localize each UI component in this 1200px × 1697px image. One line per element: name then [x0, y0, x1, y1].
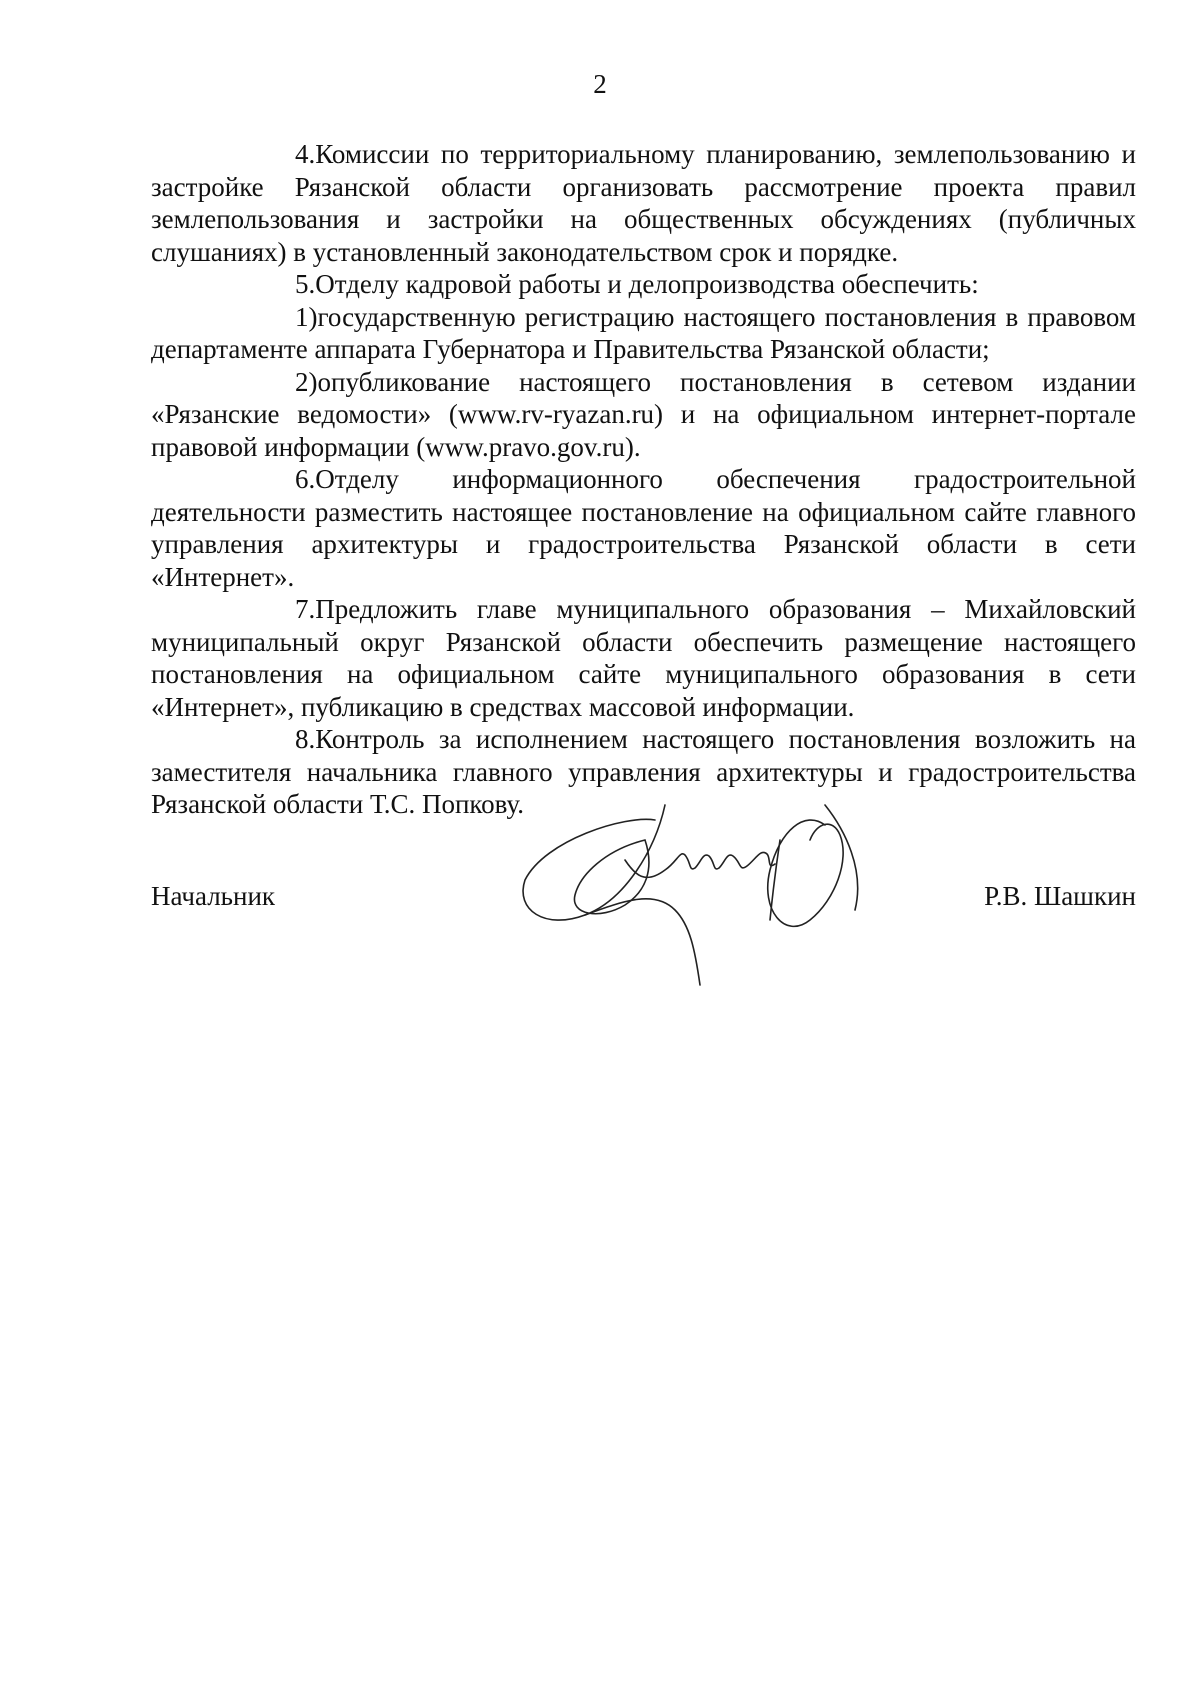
document-body: [151, 138, 1136, 821]
handwritten-signature-icon: [505, 800, 925, 1000]
clause-5-item-2: [151, 366, 1136, 464]
clause-text: Комиссии по территориальному планированию, землепользованию и застройке Рязанской области организовать рассмотрение проекта правил землепользования и застройки на общественных обсуждениях (публичных слушаниях) в установленный законодательством срок и порядке.: [151, 139, 1136, 267]
clause-text: Контроль за исполнением настоящего постановления возложить на заместителя начальника главного управления архитектуры и градостроительства Рязанской области Т.С. Попкову.: [151, 724, 1136, 819]
item-number: 1): [295, 301, 318, 332]
clause-number: 5.: [295, 269, 316, 299]
clause-4: [151, 138, 1136, 268]
clause-5-item-1: [151, 301, 1136, 366]
item-number: 2): [295, 366, 318, 397]
clause-6: [151, 463, 1136, 593]
clause-text: Отделу информационного обеспечения градостроительной деятельности разместить настоящее постановление на официальном сайте главного управления архитектуры и градостроительства Рязанской области в сети «Интернет».: [151, 464, 1136, 592]
item-text: государственную регистрацию настоящего постановления в правовом департаменте аппарата Губернатора и Правительства Рязанской области;: [151, 301, 1136, 364]
clause-7: [151, 593, 1136, 723]
clause-number: 4.: [295, 139, 316, 169]
item-text: опубликование настоящего постановления в сетевом издании «Рязанские ведомости» (www.rv-ryazan.ru) и на официальном интернет-портале правовой информации (www.pravo.gov.ru).: [151, 366, 1136, 462]
signer-name: Р.В. Шашкин: [984, 881, 1136, 911]
clause-text: Предложить главе муниципального образования – Михайловский муниципальный округ Рязанской области обеспечить размещение настоящего постановления на официальном сайте муниципального образования в сети «Интернет», публикацию в средствах массовой информации.: [151, 594, 1136, 722]
clause-number: 7.: [295, 594, 316, 624]
clause-5: [151, 268, 1136, 301]
page-number: 2: [593, 69, 607, 99]
clause-number: 8.: [295, 724, 316, 754]
clause-text: Отделу кадровой работы и делопроизводства обеспечить:: [315, 269, 979, 299]
signer-position: Начальник: [151, 881, 276, 911]
clause-number: 6.: [295, 464, 316, 494]
